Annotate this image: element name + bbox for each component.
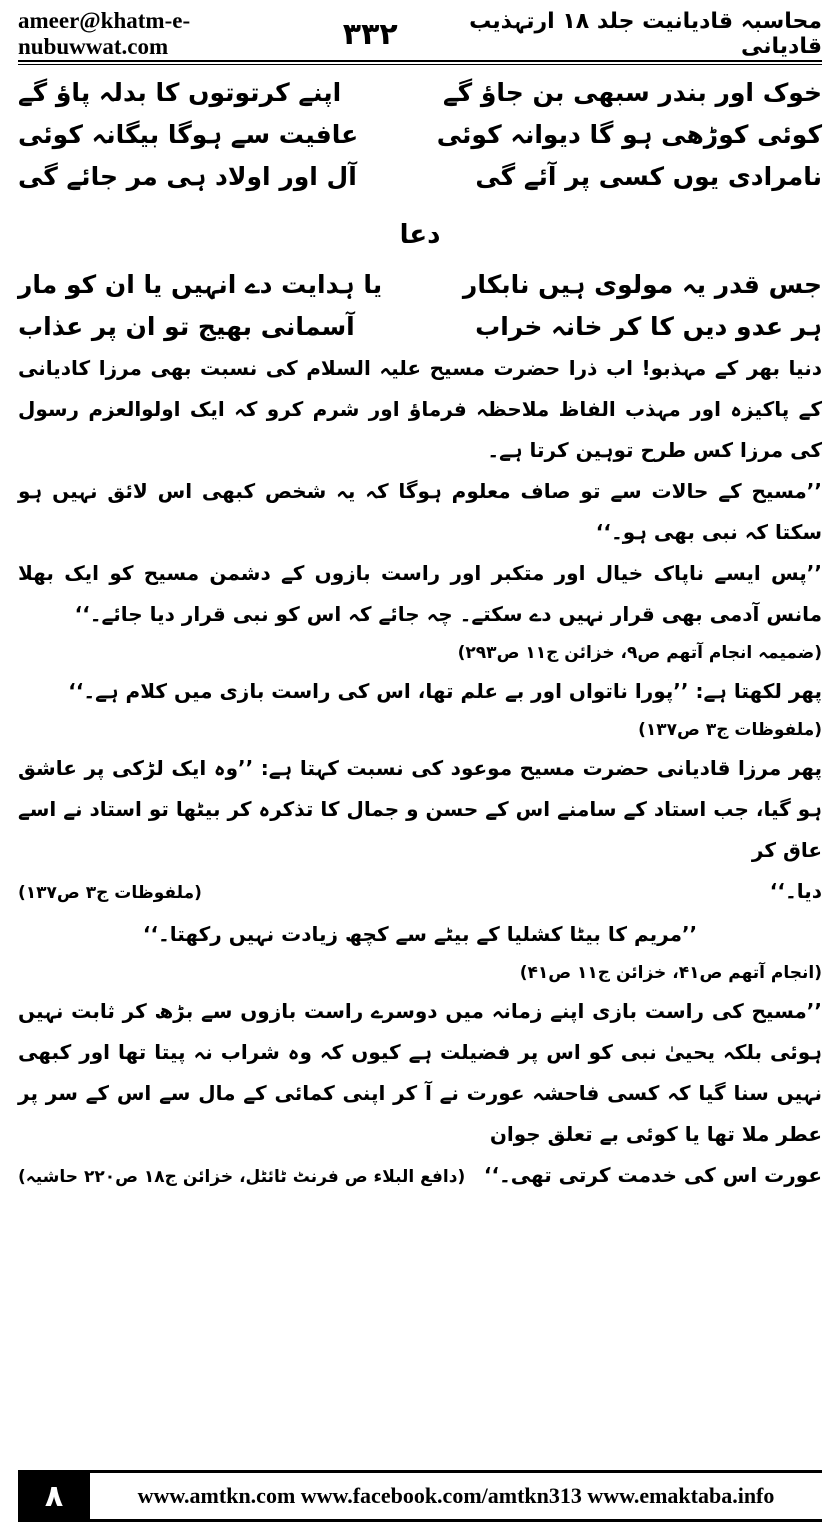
header-rule	[18, 60, 822, 62]
intro-paragraph: دنیا بھر کے مہذبو! اب ذرا حضرت مسیح علیہ السلام کی نسبت بھی مرزا کادیانی کے پاکیزہ اور مہذب الفاظ ملاحظہ فرماؤ اور شرم کرو کہ ایک اولوالعزم رسول کی مرزا کس طرح توہین کرتا ہے۔	[18, 356, 822, 462]
page-header	[18, 8, 822, 59]
citation: (انجام آتھم ص۴۱، خزائن ج۱۱ ص۴۱)	[519, 963, 822, 983]
verse-second-half: اپنے کرتوتوں کا بدلہ پاؤ گے	[18, 78, 342, 107]
dua-verse-line	[18, 264, 822, 306]
paragraph-end: دیا۔‘‘	[769, 879, 822, 903]
body-paragraph: پھر لکھتا ہے: ’’پورا ناتواں اور بے علم تھا، اس کی راست بازی میں کلام ہے۔‘‘	[68, 679, 822, 703]
verse-line	[18, 114, 822, 156]
header-rule-thin	[18, 64, 822, 65]
verse-first-half: خوک اور بندر سبھی بن جاؤ گے	[442, 78, 822, 107]
citation: (ملفوظات ج۳ ص۱۳۷)	[638, 720, 822, 740]
header-email: ameer@khatm-e-nubuwwat.com	[18, 8, 191, 59]
verse-first-half: کوئی کوڑھی ہو گا دیوانہ کوئی	[436, 120, 822, 149]
verse-first-half: ہر عدو دیں کا کر خانہ خراب	[475, 312, 822, 341]
header-page-number: ۳۳۲	[342, 16, 398, 52]
page-footer	[18, 1470, 822, 1522]
body-paragraph: پھر مرزا قادیانی حضرت مسیح موعود کی نسبت کہتا ہے: ’’وہ ایک لڑکی پر عاشق ہو گیا، جب استاد کے سامنے اس کے حسن و جمال کا تذکرہ کر بیٹھا تو استاد نے اسے عاق کر	[18, 756, 822, 862]
quote-paragraph: ’’مریم کا بیٹا کشلیا کے بیٹے سے کچھ زیادت نہیں رکھتا۔‘‘	[142, 922, 698, 946]
verse-second-half: آل اور اولاد ہی مر جائے گی	[18, 162, 357, 191]
quote-paragraph: ’’مسیح کے حالات سے تو صاف معلوم ہوگا کہ یہ شخص کبھی اس لائق نہیں ہو سکتا کہ نبی بھی ہو۔‘‘	[18, 479, 822, 544]
page-body	[18, 72, 822, 1470]
paragraph-end: عورت اس کی خدمت کرتی تھی۔‘‘	[483, 1163, 822, 1187]
citation: (ضمیمہ انجام آتھم ص۹، خزائن ج۱۱ ص۲۹۳)	[457, 643, 822, 663]
quote-paragraph: ’’پس ایسے ناپاک خیال اور متکبر اور راست بازوں کے دشمن مسیح کو ایک بھلا مانس آدمی بھی قرار نہیں دے سکتے۔ چہ جائے کہ اس کو نبی قرار دیا جائے۔‘‘	[18, 561, 822, 626]
section-heading-dua: دعا	[399, 220, 441, 250]
paragraph-end-with-citation	[18, 1155, 822, 1198]
verse-line	[18, 156, 822, 198]
dua-verse-line	[18, 306, 822, 348]
paragraph-end-with-citation	[18, 871, 822, 914]
citation: (ملفوظات ج۳ ص۱۳۷)	[18, 883, 202, 903]
verse-second-half: آسمانی بھیج تو ان پر عذاب	[18, 312, 355, 341]
verse-second-half: عافیت سے ہوگا بیگانہ کوئی	[18, 120, 359, 149]
footer-links: www.amtkn.com www.facebook.com/amtkn313 www.emaktaba.info	[90, 1470, 822, 1522]
verse-first-half: نامرادی یوں کسی پر آئے گی	[475, 162, 822, 191]
header-book-title: محاسبہ قادیانیت جلد ۱۸ ارتہذیب قادیانی	[469, 9, 822, 59]
footer-page-number: ۸	[18, 1470, 90, 1522]
verse-first-half: جس قدر یہ مولوی ہیں نابکار	[462, 270, 822, 299]
verse-second-half: یا ہدایت دے انہیں یا ان کو مار	[18, 270, 383, 299]
quote-paragraph: ’’مسیح کی راست بازی اپنے زمانہ میں دوسرے راست بازوں سے بڑھ کر ثابت نہیں ہوئی بلکہ یحییٰ نبی کو اس پر فضیلت ہے کیوں کہ وہ شراب نہ پیتا تھا اور کبھی نہیں سنا گیا کہ کسی فاحشہ عورت نے آ کر اپنی کمائی کے مال سے اس کے سر پر عطر ملا تھا یا کوئی بے تعلق جوان	[18, 999, 822, 1146]
verse-line	[18, 72, 822, 114]
header-left-group	[18, 8, 398, 60]
citation: (دافع البلاء ص فرنٹ ٹائٹل، خزائن ج۱۸ ص۲۲۰ حاشیہ)	[18, 1167, 466, 1187]
